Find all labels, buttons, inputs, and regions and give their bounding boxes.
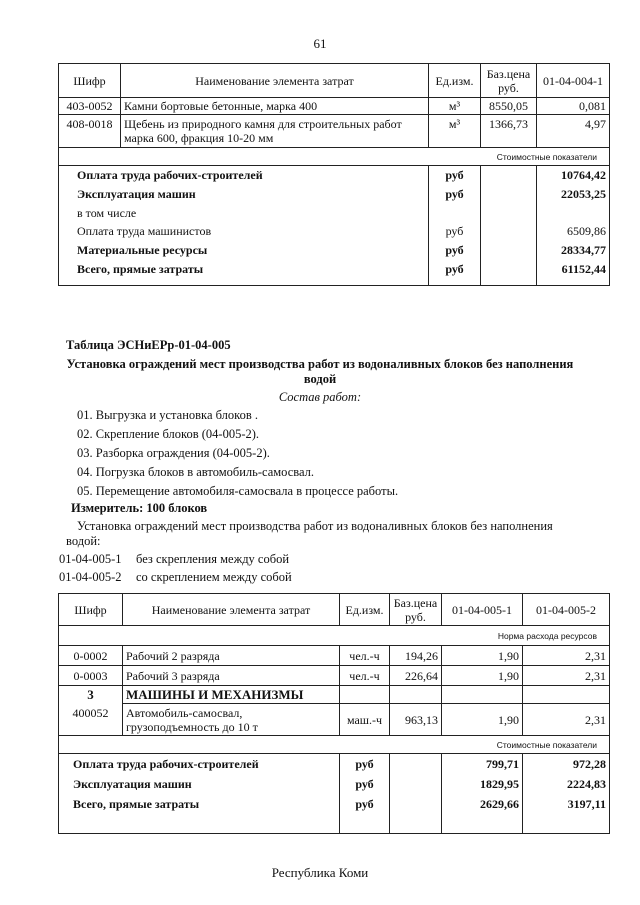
table-title: Таблица ЭСНиЕРр-01-04-005 [66, 338, 231, 352]
header-col-1: 01-04-004-1 [537, 64, 610, 98]
total-unit: руб [429, 241, 481, 260]
variant-code: 01-04-005-1 [59, 552, 122, 566]
section-label: Стоимостные показатели [59, 736, 610, 754]
total-row [59, 166, 610, 185]
row-price: 194,26 [390, 646, 442, 666]
total-row [59, 241, 610, 260]
section-heading: Установка ограждений мест производства работ из водоналивных блоков без наполнения [66, 357, 574, 371]
composition-title: Состав работ: [278, 390, 362, 404]
total-row [59, 260, 610, 286]
row-unit: чел.-ч [340, 646, 390, 666]
header-unit: Ед.изм. [429, 64, 481, 98]
row-value: 4,97 [537, 115, 610, 148]
total-value: 22053,25 [537, 185, 610, 204]
total-unit: руб [429, 260, 481, 286]
total-name: Оплата труда рабочих-строителей [59, 754, 340, 774]
machine-name: Автомобиль-самосвал, [126, 706, 243, 720]
total-name: Эксплуатация машин [59, 185, 429, 204]
total-unit: руб [340, 794, 390, 834]
total-value: 6509,86 [537, 222, 610, 241]
group-row [59, 686, 610, 704]
group-name: МАШИНЫ И МЕХАНИЗМЫ [123, 686, 340, 704]
total-unit: руб [429, 166, 481, 185]
total-row [59, 754, 610, 774]
total-value-1: 1829,95 [442, 774, 523, 794]
row-code: 403-0052 [59, 98, 121, 115]
total-unit: руб [429, 185, 481, 204]
total-unit: руб [429, 222, 481, 241]
header-price: Баз.цена руб. [390, 594, 442, 626]
table-row [59, 115, 610, 148]
machine-name-cont: грузоподъемность до 10 т [126, 720, 258, 734]
variant-text: без скрепления между собой [136, 552, 290, 566]
section-label: Стоимостные показатели [59, 148, 610, 166]
total-name: Оплата труда машинистов [59, 222, 429, 241]
row-value-2: 2,31 [523, 646, 610, 666]
variant-code: 01-04-005-2 [59, 570, 122, 584]
total-value-2: 972,28 [523, 754, 610, 774]
table-row [59, 98, 610, 115]
total-name: Оплата труда рабочих-строителей [59, 166, 429, 185]
header-name: Наименование элемента затрат [121, 64, 429, 98]
work-step: 02. Скрепление блоков (04-005-2). [77, 427, 260, 441]
header-col-1: 01-04-005-1 [442, 594, 523, 626]
row-value: 0,081 [537, 98, 610, 115]
table-row [59, 704, 610, 736]
table-header-row [59, 64, 610, 98]
total-value: 10764,42 [537, 166, 610, 185]
row-price: 8550,05 [481, 98, 537, 115]
total-row [59, 204, 610, 222]
variant-text: со скреплением между собой [136, 570, 292, 584]
header-code: Шифр [59, 594, 123, 626]
row-price: 963,13 [390, 704, 442, 736]
section-label-row [59, 736, 610, 754]
row-name: Рабочий 3 разряда [123, 666, 340, 686]
work-step: 05. Перемещение автомобиля-самосвала в процессе работы. [77, 484, 399, 498]
description-cont: водой: [66, 534, 101, 548]
row-code: 0-0003 [59, 666, 123, 686]
group-code: 3 [59, 686, 123, 704]
row-name [123, 704, 340, 736]
header-col-2: 01-04-005-2 [523, 594, 610, 626]
header-price: Баз.цена руб. [481, 64, 537, 98]
table-row [59, 646, 610, 666]
section-heading-cont: водой [303, 372, 337, 386]
row-code: 400052 [59, 704, 123, 736]
header-unit: Ед.изм. [340, 594, 390, 626]
row-unit: м³ [429, 98, 481, 115]
total-name: Материальные ресурсы [59, 241, 429, 260]
total-row [59, 794, 610, 834]
total-value: 28334,77 [537, 241, 610, 260]
header-code: Шифр [59, 64, 121, 98]
work-step: 04. Погрузка блоков в автомобиль-самосвал. [77, 465, 315, 479]
total-value: 61152,44 [537, 260, 610, 286]
row-code: 0-0002 [59, 646, 123, 666]
page-footer: Республика Коми [271, 865, 369, 880]
total-name: в том числе [59, 204, 429, 222]
row-unit: м³ [429, 115, 481, 148]
section-label-row [59, 148, 610, 166]
total-row [59, 774, 610, 794]
cost-table-1 [58, 63, 610, 286]
total-value-1: 799,71 [442, 754, 523, 774]
total-name: Всего, прямые затраты [59, 260, 429, 286]
row-name: Щебень из природного камня для строительных работ марка 600, фракция 10-20 мм [121, 115, 429, 148]
row-code: 408-0018 [59, 115, 121, 148]
norm-label-row [59, 626, 610, 646]
table-row [59, 666, 610, 686]
row-price: 1366,73 [481, 115, 537, 148]
row-unit: чел.-ч [340, 666, 390, 686]
total-unit: руб [340, 754, 390, 774]
total-value-2: 3197,11 [523, 794, 610, 834]
norm-label: Норма расхода ресурсов [59, 626, 610, 646]
row-unit: маш.-ч [340, 704, 390, 736]
row-price: 226,64 [390, 666, 442, 686]
row-value-1: 1,90 [442, 704, 523, 736]
header-name: Наименование элемента затрат [123, 594, 340, 626]
table-header-row [59, 594, 610, 626]
row-value-2: 2,31 [523, 704, 610, 736]
page-number: 61 [313, 36, 327, 51]
row-value-1: 1,90 [442, 666, 523, 686]
total-row [59, 222, 610, 241]
total-name: Эксплуатация машин [59, 774, 340, 794]
total-unit: руб [340, 774, 390, 794]
total-value-1: 2629,66 [442, 794, 523, 834]
total-value-2: 2224,83 [523, 774, 610, 794]
row-name: Камни бортовые бетонные, марка 400 [121, 98, 429, 115]
row-name: Рабочий 2 разряда [123, 646, 340, 666]
description: Установка ограждений мест производства работ из водоналивных блоков без наполнения [77, 519, 553, 533]
row-value-1: 1,90 [442, 646, 523, 666]
measure-unit: Измеритель: 100 блоков [71, 501, 208, 515]
row-value-2: 2,31 [523, 666, 610, 686]
total-row [59, 185, 610, 204]
work-step: 01. Выгрузка и установка блоков . [77, 408, 258, 422]
work-step: 03. Разборка ограждения (04-005-2). [77, 446, 270, 460]
total-name: Всего, прямые затраты [59, 794, 340, 834]
cost-table-2 [58, 593, 610, 834]
